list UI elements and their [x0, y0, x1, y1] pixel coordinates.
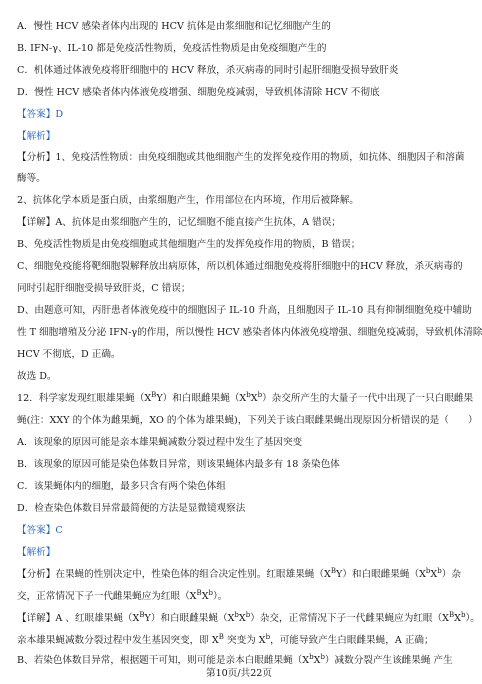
- explanation-label: 【解析】: [17, 131, 56, 142]
- allele-superscript: B: [330, 566, 336, 575]
- allele-superscript: B: [218, 632, 224, 641]
- allele-superscript: b: [437, 566, 442, 575]
- option-d: D．慢性 HCV 感染者体内体液免疫增强、细胞免疫减弱，导致机体清除 HCV 不彻底: [17, 87, 380, 98]
- allele-superscript: b: [257, 390, 263, 399]
- detail-line: 亲本雄果蝇减数分裂过程中发生基因突变，即 $X^B$ 突变为 $X^b$，可能导致产生白眼雌果蝇，A 正确；: [17, 632, 434, 646]
- answer-label: 【答案】D: [17, 109, 64, 120]
- detail-line: 性 T 细胞增殖及分泌 IFN-γ的作用，所以慢性 HCV 感染者体内体液免疫增强、细胞免疫减弱，导致机体清除: [17, 327, 482, 338]
- analysis-line: 交，正常情况下子一代雌果蝇应为红眼$(X^BX^b)$。: [17, 588, 228, 602]
- analysis-line: 【分析】在果蝇的性别决定中，性染色体的组合决定性别。红眼雄果蝇$(X^BY)$和白眼雌果蝇$(X^bX^b)$杂: [17, 566, 461, 580]
- page-number: 第10页/共22页: [205, 668, 273, 679]
- explanation-label: 【解析】: [17, 547, 56, 558]
- analysis-line: 【分析】1、免疫活性物质：由免疫细胞或其他细胞产生的发挥免疫作用的物质，如抗体、细胞因子和溶菌: [17, 152, 465, 163]
- allele-superscript: b: [245, 610, 251, 619]
- detail-line: C、细胞免疫能将靶细胞裂解释放出病原体，所以机体通过细胞免疫将肝细胞中的HCV 释放，杀灭病毒的: [17, 261, 463, 272]
- allele-superscript: b: [234, 610, 239, 619]
- allele-superscript: b: [246, 390, 251, 399]
- option-b: B．该现象的原因可能是染色体数目异常，则该果蝇体内最多有 18 条染色体: [17, 459, 340, 470]
- detail-line: 同时引起肝细胞受损导致肝炎，C 错误；: [17, 283, 191, 294]
- answer-label: 【答案】C: [17, 525, 63, 536]
- detail-line: 【详解】A 、红眼雄果蝇$(X^BY)$和白眼雌果蝇$(X^bX^b)$杂交，正常情况下子一代雌果蝇应为红眼$(X^BX^b)$。: [17, 610, 480, 624]
- allele-superscript: B: [139, 610, 145, 619]
- option-a: A．慢性 HCV 感染者体内出现的 HCV 抗体是由浆细胞和记忆细胞产生的: [17, 21, 331, 32]
- detail-line: B、若染色体数目异常，根据题干可知，则可能是亲本白眼雌果蝇$(X^bX^b)$减数分裂产生该雌果蝇 产生: [17, 652, 453, 666]
- analysis-line: 酶等。: [17, 173, 46, 184]
- detail-line: B、免疫活性物质是由免疫细胞或其他细胞产生的发挥免疫作用的物质，B 错误；: [17, 239, 361, 250]
- allele-superscript: b: [460, 610, 466, 619]
- conclusion-line: 故选 D。: [17, 371, 57, 382]
- allele-superscript: b: [265, 632, 271, 641]
- allele-superscript: b: [425, 566, 431, 575]
- detail-line: 【详解】A、抗体是由浆细胞产生的，记忆细胞不能直接产生抗体，A 错误；: [17, 217, 341, 228]
- detail-line: HCV 不彻底，D 正确。: [17, 349, 121, 360]
- option-b: B. IFN-γ、IL-10 都是免疫活性物质，免疫活性物质是由免疫细胞产生的: [17, 43, 327, 54]
- allele-superscript: B: [151, 390, 157, 399]
- allele-superscript: B: [448, 610, 455, 619]
- option-d: D．检查染色体数目异常最简便的方法是显微镜观察法: [17, 503, 246, 514]
- option-a: A．该现象的原因可能是亲本雄果蝇减数分裂过程中发生了基因突变: [17, 437, 303, 448]
- allele-superscript: b: [208, 588, 214, 597]
- allele-superscript: b: [320, 652, 325, 661]
- allele-superscript: B: [196, 588, 202, 597]
- detail-line: D、由题意可知，丙肝患者体液免疫中的细胞因子 IL-10 升高，且细胞因子 IL-10 具有抑制细胞免疫中辅助: [17, 305, 472, 316]
- analysis-line: 2、抗体化学本质是蛋白质，由浆细胞产生，作用部位在内环境，作用后被降解。: [17, 195, 359, 206]
- question-12-stem: 蝇(注：XXY 的个体为雌果蝇，XO 的个体为雄果蝇)，下列关于该白眼雌果蝇出现原因分析错误的是（ ）: [17, 415, 478, 426]
- option-c: C．该果蝇体内的细胞，最多只含有两个染色体组: [17, 481, 226, 492]
- question-12-stem: 12．科学家发现红眼雄果蝇$(X^BY)$和白眼雌果蝇$(X^bX^b)$杂交所产生的大量子一代中出现了一只白眼雌果: [17, 390, 474, 404]
- option-c: C．机体通过体液免疫将肝细胞中的 HCV 释放，杀灭病毒的同时引起肝细胞受损导致肝炎: [17, 65, 399, 76]
- allele-superscript: b: [309, 652, 314, 661]
